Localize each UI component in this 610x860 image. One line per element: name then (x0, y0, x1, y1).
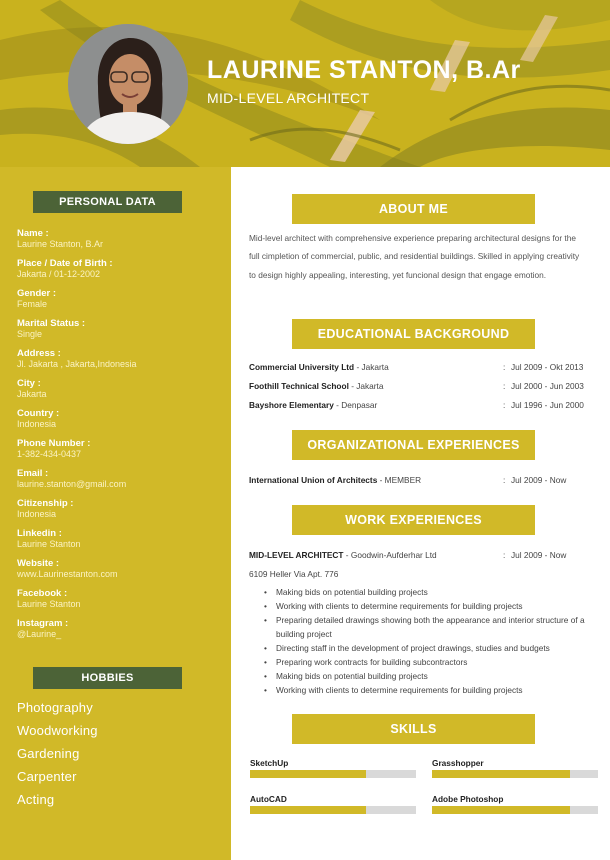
personal-label: Gender : (17, 288, 57, 299)
personal-value: www.Laurinestanton.com (17, 569, 118, 579)
skill-bar-track (250, 770, 416, 778)
personal-label: Instagram : (17, 618, 69, 629)
personal-value: Laurine Stanton (17, 599, 81, 609)
personal-value: Indonesia (17, 419, 57, 429)
bullet-icon: • (264, 657, 267, 667)
duty-text: Working with clients to determine requirements for building projects (276, 601, 523, 611)
about-heading: ABOUT ME (292, 194, 535, 224)
organization-name: International Union of Architects (249, 475, 378, 485)
personal-item-website (17, 558, 222, 588)
skills-heading: SKILLS (292, 714, 535, 744)
organization-heading: ORGANIZATIONAL EXPERIENCES (292, 430, 535, 460)
personal-label: Name : (17, 228, 49, 239)
duty-item (261, 683, 591, 697)
colon-separator: : (503, 381, 506, 391)
personal-value: laurine.stanton@gmail.com (17, 479, 127, 489)
personal-label: Citizenship : (17, 498, 74, 509)
work-duties-list (261, 585, 591, 697)
header-banner (0, 0, 610, 167)
education-dates: Jul 2009 - Okt 2013 (511, 362, 584, 372)
personal-item-birth (17, 258, 222, 288)
skill-name: SketchUp (250, 758, 289, 768)
personal-label: Marital Status : (17, 318, 86, 329)
personal-item-instagram (17, 618, 222, 648)
school-name: Bayshore Elementary (249, 400, 334, 410)
personal-label: Phone Number : (17, 438, 91, 449)
school-location: - Denpasar (336, 400, 378, 410)
personal-label: Email : (17, 468, 49, 479)
bullet-icon: • (264, 643, 267, 653)
personal-label: Address : (17, 348, 61, 359)
work-address: 6109 Heller Via Apt. 776 (249, 569, 339, 579)
school-location: - Jakarta (356, 362, 389, 372)
candidate-role: MID-LEVEL ARCHITECT (207, 90, 370, 106)
personal-value: Laurine Stanton, B.Ar (17, 239, 104, 249)
personal-item-email (17, 468, 222, 498)
personal-item-marital (17, 318, 222, 348)
duty-item (261, 669, 591, 683)
skill-name: AutoCAD (250, 794, 287, 804)
education-row (249, 361, 604, 373)
duty-item (261, 655, 591, 669)
organization-row (249, 474, 604, 486)
school-name: Foothill Technical School (249, 381, 349, 391)
organization-dates: Jul 2009 - Now (511, 475, 567, 485)
work-position: MID-LEVEL ARCHITECT (249, 550, 344, 560)
bullet-icon: • (264, 601, 267, 611)
duty-text: Preparing work contracts for building subcontractors (276, 657, 468, 667)
personal-item-country (17, 408, 222, 438)
profile-photo (68, 24, 188, 144)
duty-text: Making bids on potential building projects (276, 671, 428, 681)
skill-item (432, 758, 598, 778)
bullet-icon: • (264, 685, 267, 695)
duty-text: Making bids on potential building projects (276, 587, 428, 597)
skill-bar-track (250, 806, 416, 814)
school-name: Commercial University Ltd (249, 362, 355, 372)
personal-label: Place / Date of Birth : (17, 258, 113, 269)
education-heading: EDUCATIONAL BACKGROUND (292, 319, 535, 349)
personal-label: Facebook : (17, 588, 68, 599)
hobby-item: Woodworking (17, 723, 98, 738)
education-row (249, 399, 604, 411)
personal-label: Country : (17, 408, 60, 419)
candidate-name: LAURINE STANTON, B.Ar (207, 56, 521, 84)
hobbies-heading: HOBBIES (33, 667, 182, 689)
personal-item-name (17, 228, 222, 258)
education-row (249, 380, 604, 392)
personal-value: Jakarta / 01-12-2002 (17, 269, 101, 279)
hobby-item: Photography (17, 700, 93, 715)
duty-item (261, 613, 591, 641)
duty-text: Directing staff in the development of project drawings, studies and budgets (276, 643, 550, 653)
education-dates: Jul 1996 - Jun 2000 (511, 400, 584, 410)
skill-bar-fill (250, 806, 366, 814)
skill-bar-fill (250, 770, 366, 778)
personal-value: 1-382-434-0437 (17, 449, 82, 459)
personal-item-facebook (17, 588, 222, 618)
personal-value: Jl. Jakarta , Jakarta,Indonesia (17, 359, 137, 369)
personal-value: Female (17, 299, 48, 309)
organization-role: - MEMBER (377, 475, 422, 485)
work-dates: Jul 2009 - Now (511, 550, 567, 560)
skill-name: Grasshopper (432, 758, 484, 768)
about-text: Mid-level architect with comprehensive experience preparing architectural designs for the full cimpletion of commercial, public, and residential buildings. Skilled in applying creativity to design highly appealing, interesting, yet funcional design that engage emotion. (249, 233, 580, 280)
bullet-icon: • (264, 587, 267, 597)
duty-item (261, 599, 591, 613)
personal-item-gender (17, 288, 222, 318)
personal-data-list (17, 228, 222, 648)
education-dates: Jul 2000 - Jun 2003 (511, 381, 584, 391)
work-company: - Goodwin-Aufderhar Ltd (343, 550, 437, 560)
personal-value: Laurine Stanton (17, 539, 81, 549)
skill-bar-fill (432, 806, 570, 814)
personal-item-phone (17, 438, 222, 468)
school-location: - Jakarta (351, 381, 384, 391)
personal-item-linkedin (17, 528, 222, 558)
hobbies-list (17, 696, 98, 811)
duty-item (261, 585, 591, 599)
work-row (249, 549, 604, 561)
skill-bar-track (432, 770, 598, 778)
personal-item-address (17, 348, 222, 378)
skill-bar-fill (432, 770, 570, 778)
personal-value: Single (17, 329, 43, 339)
colon-separator: : (503, 475, 506, 485)
duty-text: Preparing detailed drawings showing both the appearance and interior structure of a building project (276, 615, 585, 639)
bullet-icon: • (264, 671, 267, 681)
colon-separator: : (503, 400, 506, 410)
person-portrait-icon (68, 24, 188, 144)
colon-separator: : (503, 362, 506, 372)
colon-separator: : (503, 550, 506, 560)
personal-value: @Laurine_ (17, 629, 62, 639)
skill-bar-track (432, 806, 598, 814)
main-content (231, 167, 610, 860)
personal-data-heading: PERSONAL DATA (33, 191, 182, 213)
hobby-item: Carpenter (17, 769, 77, 784)
skill-item (250, 758, 416, 778)
personal-value: Indonesia (17, 509, 57, 519)
personal-item-citizenship (17, 498, 222, 528)
work-heading: WORK EXPERIENCES (292, 505, 535, 535)
personal-item-city (17, 378, 222, 408)
personal-label: Website : (17, 558, 60, 569)
bullet-icon: • (264, 615, 267, 625)
hobby-item: Acting (17, 792, 55, 807)
personal-label: City : (17, 378, 41, 389)
duty-item (261, 641, 591, 655)
duty-text: Working with clients to determine requirements for building projects (276, 685, 523, 695)
sidebar (0, 167, 231, 860)
skill-item (250, 794, 416, 814)
skill-name: Adobe Photoshop (432, 794, 504, 804)
personal-label: Linkedin : (17, 528, 62, 539)
skill-item (432, 794, 598, 814)
hobby-item: Gardening (17, 746, 80, 761)
personal-value: Jakarta (17, 389, 47, 399)
